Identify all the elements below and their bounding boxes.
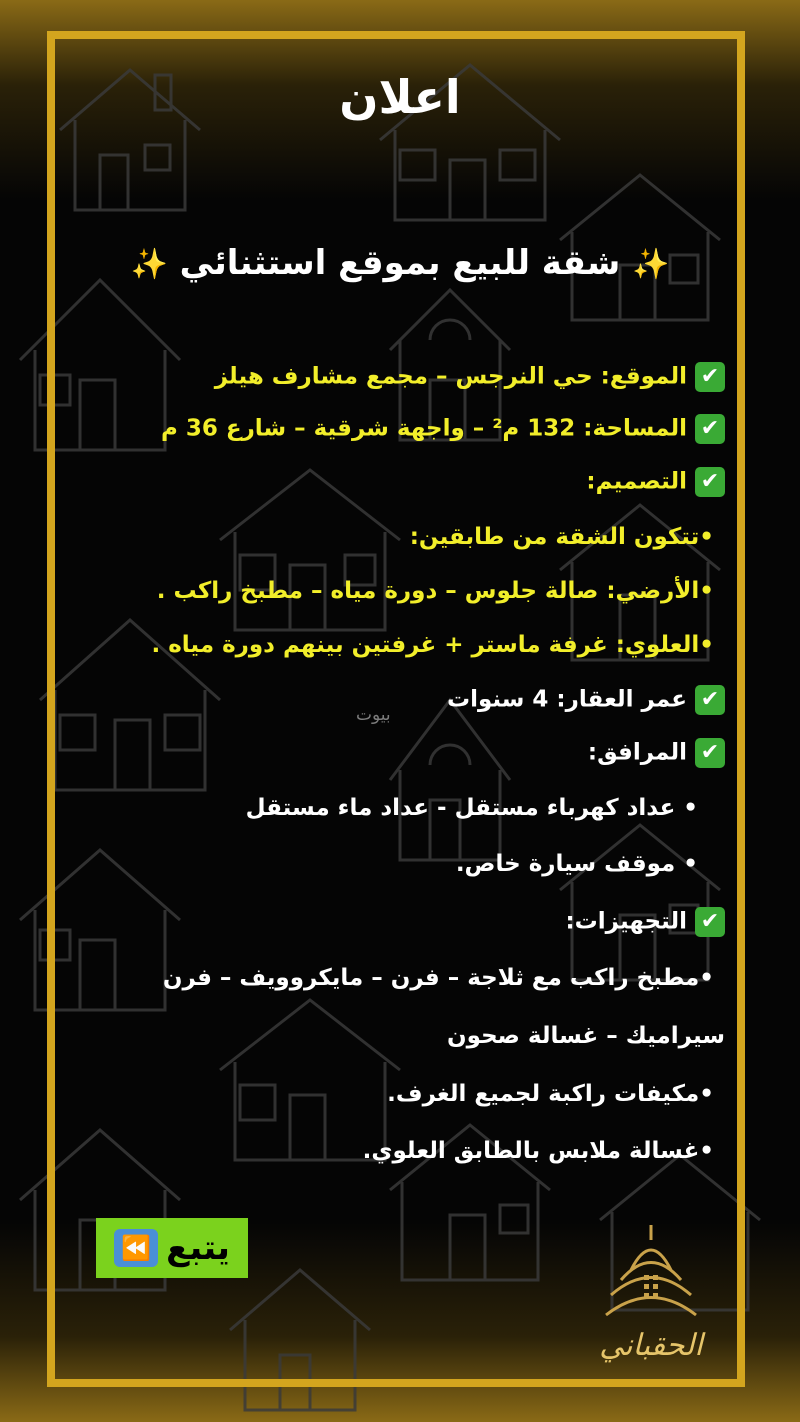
- check-icon: ✔: [695, 414, 725, 444]
- check-icon: ✔: [695, 362, 725, 392]
- brand-logo: [596, 1220, 706, 1370]
- area-line: [161, 414, 725, 444]
- design-ground: •الأرضي: صالة جلوس – دورة مياه – مطبخ راكب .: [156, 578, 714, 604]
- design-upper: •العلوي: غرفة ماستر + غرفتين بينهم دورة مياه .: [151, 632, 714, 658]
- location-text: الموقع: حي النرجس – مجمع مشارف هيلز: [214, 363, 687, 390]
- rewind-icon: ⏪: [114, 1229, 158, 1267]
- palace-icon: [596, 1220, 706, 1330]
- area-text: المساحة: 132 م² – واجهة شرقية – شارع 36 م: [160, 415, 687, 442]
- equipment-2: •مكيفات راكبة لجميع الغرف.: [387, 1081, 714, 1107]
- equipment-1a: •مطبخ راكب مع ثلاجة – فرن – مايكروويف – فرن: [162, 965, 714, 991]
- page-title: اعلان: [339, 70, 461, 124]
- sparkles-icon: ✨: [632, 247, 670, 282]
- facilities-label: المرافق:: [587, 739, 687, 766]
- check-icon: ✔: [695, 738, 725, 768]
- equipment-label: التجهيزات:: [565, 908, 687, 935]
- brand-name: الحقباني: [599, 1328, 703, 1363]
- sparkles-icon: ✨: [130, 247, 168, 282]
- check-icon: ✔: [695, 907, 725, 937]
- design-label: التصميم:: [586, 468, 687, 495]
- headline-text: شقة للبيع بموقع استثنائي: [179, 243, 621, 283]
- watermark: بيوت: [356, 705, 391, 725]
- facility-2: • موقف سيارة خاص.: [455, 851, 698, 877]
- age-line: [447, 685, 725, 715]
- facilities-label-line: [588, 738, 725, 768]
- age-text: عمر العقار: 4 سنوات: [446, 686, 687, 713]
- follow-label: يتبع: [166, 1228, 230, 1268]
- design-label-line: [586, 467, 725, 497]
- equipment-3: •غسالة ملابس بالطابق العلوي.: [362, 1138, 714, 1164]
- location-line: [215, 362, 725, 392]
- check-icon: ✔: [695, 685, 725, 715]
- follow-button[interactable]: [96, 1218, 248, 1278]
- headline: [0, 243, 800, 283]
- design-intro: •تتكون الشقة من طابقين:: [409, 524, 714, 550]
- equipment-1b: سيراميك – غسالة صحون: [447, 1023, 725, 1049]
- facility-1: • عداد كهرباء مستقل - عداد ماء مستقل: [245, 795, 698, 821]
- equipment-label-line: [565, 907, 725, 937]
- check-icon: ✔: [695, 467, 725, 497]
